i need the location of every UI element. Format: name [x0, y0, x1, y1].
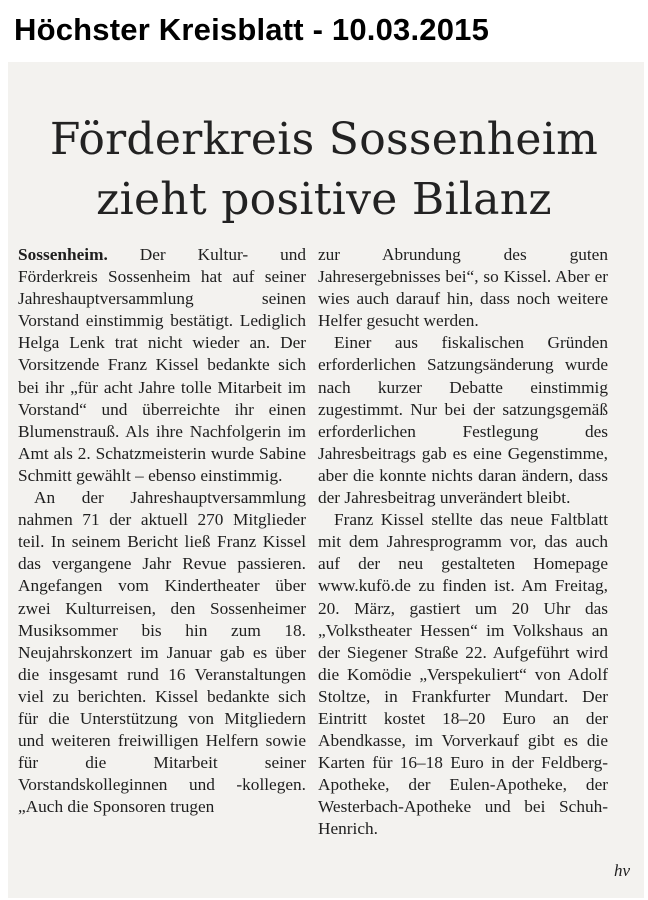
source-date-caption: Höchster Kreisblatt - 10.03.2015 [14, 12, 490, 47]
article-headline [0, 110, 648, 230]
paragraph-2: An der Jahreshauptversammlung nahmen 71 der aktuell 270 Mitglieder teil. In seinem Bericht ließ Franz Kissel das vergangene Jahr Revue passieren. Angefangen vom Kindertheater über zwei Kulturreisen, den Sossenheimer Musiksommer bis hin zum 18. Neujahrskonzert im Januar gab es über die insgesamt rund 16 Veranstaltungen viel zu berichten. Kissel bedankte sich für die Unterstützung von Mitgliedern und weiteren freiwilligen Helfern sowie für die Mitarbeit seiner Vorstandskolleginnen und -kollegen. „Auch die Sponsoren trugen [18, 488, 306, 817]
dateline: Sossenheim. [18, 245, 108, 264]
paragraph-1-text: Der Kultur- und Förderkreis Sossenheim hat auf seiner Jahreshauptversammlung seinen Vorstand einstimmig bestätigt. Lediglich Helga Lenk trat nicht wieder an. Der Vorsitzende Franz Kissel bedankte sich bei ihr „für acht Jahre tolle Mitarbeit im Vorstand“ und überreichte ihr einen Blumenstrauß. Als ihre Nachfolgerin im Amt als 2. Schatzmeisterin wurde Sabine Schmitt gewählt – ebenso einstimmig. [18, 245, 306, 485]
article-column-left [18, 244, 306, 818]
paragraph-1 [18, 244, 306, 487]
paragraph-4: Einer aus fiskalischen Gründen erforderlichen Satzungsänderung wurde nach kurzer Debatte einstimmig zugestimmt. Nur bei der satzungsgemäß erforderlichen Festlegung des Jahresbeitrags gab es eine Gegenstimme, aber die konnte nichts daran ändern, dass der Jahresbeitrag unverändert bleibt. [318, 333, 608, 508]
paragraph-5: Franz Kissel stellte das neue Faltblatt mit dem Jahresprogramm vor, das auch auf der neu gestalteten Homepage www.kufö.de zu finden ist. Am Freitag, 20. März, gastiert um 20 Uhr das „Volkstheater Hessen“ im Volkshaus an der Siegener Straße 22. Aufgeführt wird die Komödie „Verspekuliert“ von Adolf Stoltze, in Frankfurter Mundart. Der Eintritt kostet 18–20 Euro an der Abendkasse, im Vorverkauf gibt es die Karten für 16–18 Euro in der Feldberg-Apotheke, der Eulen-Apotheke, der Westerbach-Apotheke und bei Schuh-Henrich. [318, 510, 608, 839]
article-column-right [318, 244, 608, 841]
headline-line-1: Förderkreis Sossenheim [49, 114, 599, 165]
paragraph-3: zur Abrundung des guten Jahresergebnisses bei“, so Kissel. Aber er wies auch darauf hin, dass noch weitere Helfer gesucht werden. [318, 245, 608, 331]
author-byline: hv [613, 861, 630, 880]
headline-line-2: zieht positive Bilanz [96, 174, 552, 225]
